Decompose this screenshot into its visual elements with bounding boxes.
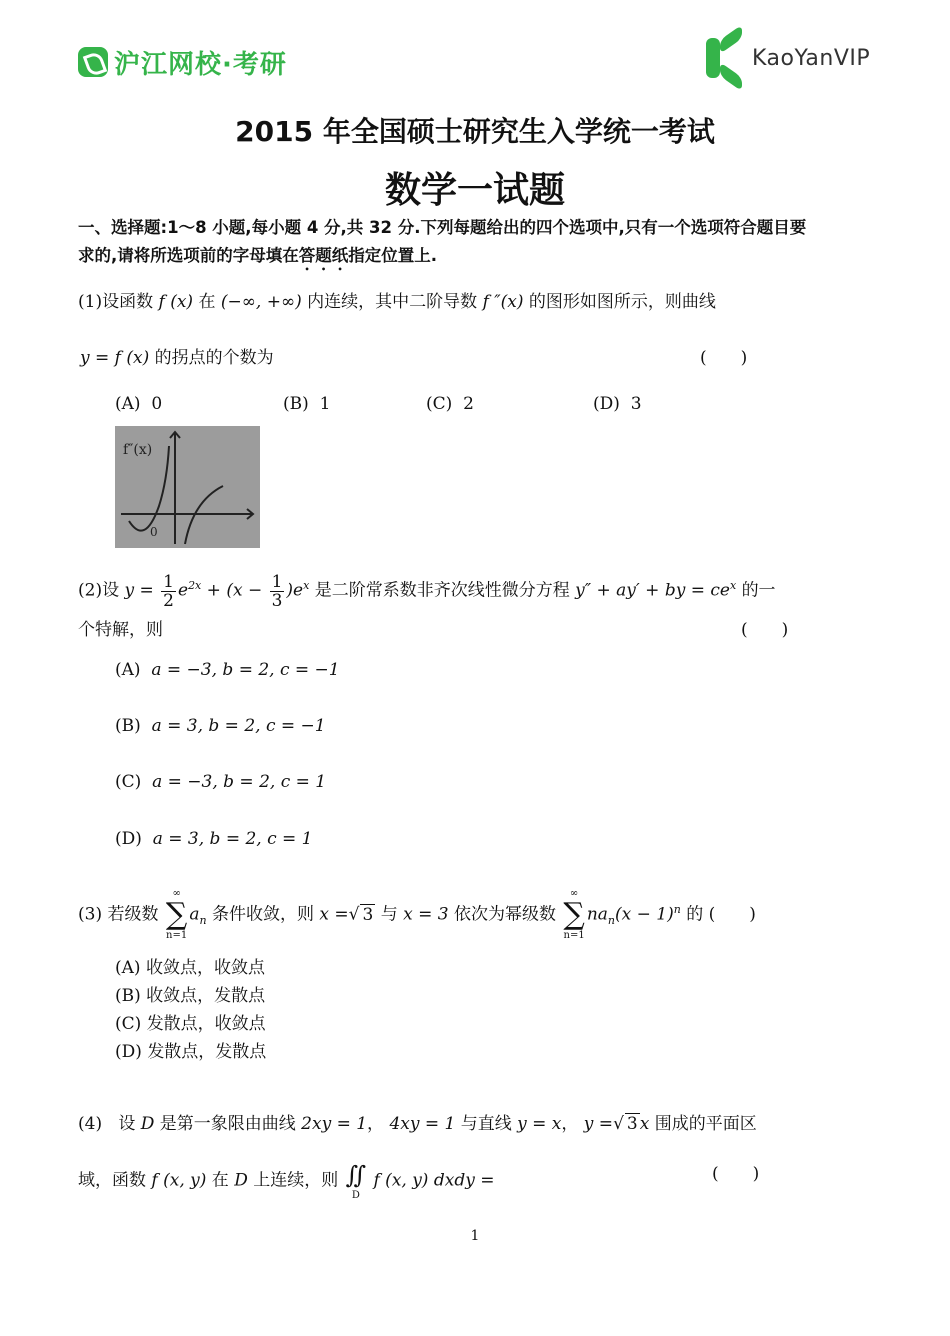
- q3-option-d: (D) 发散点，发散点: [115, 1042, 267, 1062]
- q1-option-c: (C) 2: [426, 394, 474, 414]
- graph-origin-label: 0: [150, 525, 158, 539]
- exam-title: 2015 年全国硕士研究生入学统一考试: [235, 115, 715, 148]
- section-line-1: 一、选择题:1～8 小题,每小题 4 分,共 32 分.下列每题给出的四个选项中,只有一个选项符合题目要: [78, 218, 807, 237]
- q1-option-b: (B) 1: [283, 394, 331, 414]
- section-line-2: 求的,请将所选项前的字母填在答题纸指定位置上.: [78, 246, 438, 265]
- fraction-one-half: $\frac{1}{2}$: [163, 571, 174, 611]
- kaoyanvip-logo: [706, 38, 870, 78]
- page-number: 1: [470, 1228, 480, 1244]
- hujiang-logo: [78, 42, 287, 82]
- q3-option-c: (C) 发散点，收敛点: [115, 1014, 266, 1034]
- exam-subtitle: 数学一试题: [384, 170, 565, 211]
- q4-answer-paren: ( ): [712, 1164, 760, 1184]
- q1-line-1: (1)设函数 f (x) 在 (−∞, +∞) 内连续，其中二阶导数 f ″(x) 的图形如图所示，则曲线: [78, 292, 716, 312]
- kaoyanvip-brand-text: KaoYanVIP: [752, 45, 871, 71]
- q2-line-1: (2)设 y = $\frac{1}{2}$ $e^{2x} + (x$ − $\frac{1}{3}$ )$e^x$ 是二阶常系数非齐次线性微分方程 y″ + ay′ + by = $ce^x$ 的一: [78, 571, 776, 611]
- q2-option-b: (B) a = 3, b = 2, c = −1: [115, 716, 326, 736]
- hujiang-brand-text: 沪江网校·考研: [114, 49, 287, 80]
- q2-option-c: (C) a = −3, b = 2, c = 1: [115, 772, 327, 792]
- q2-line-2: 个特解，则: [78, 620, 163, 640]
- series-sum-2: ∞ ∑ n=1: [563, 888, 585, 942]
- q3-answer-paren: ( ): [708, 904, 756, 925]
- q3-line-1: (3) 若级数 ∞ ∑ n=1 $a_n$ 条件收敛，则 x =√ 3 与 x = 3 依次为幂级数 ∞ ∑ n=1 $na_n(x - 1)^n$ 的 ( ): [78, 888, 756, 942]
- q3-option-b: (B) 收敛点，发散点: [115, 986, 266, 1006]
- q1-option-d: (D) 3: [593, 394, 642, 414]
- q1-line-2: y = f (x) 的拐点的个数为: [80, 348, 274, 368]
- q3-option-a: (A) 收敛点，收敛点: [115, 958, 265, 978]
- section-instructions: [78, 214, 878, 274]
- emphasis-answer-sheet: 答题纸: [298, 246, 349, 265]
- fraction-one-third: $\frac{1}{3}$: [271, 571, 283, 611]
- q1-option-a: (A) 0: [115, 394, 163, 414]
- q1-second-derivative-graph: [115, 426, 260, 548]
- series-sum-1: ∞ ∑ n=1: [165, 888, 188, 942]
- q1-answer-paren: ( ): [700, 348, 748, 368]
- graph-y-label: f″(x): [123, 442, 153, 458]
- q4-line-1: (4) 设 D 是第一象限由曲线 2xy = 1， 4xy = 1 与直线 y = x， y =√ 3 x 围成的平面区: [78, 1114, 757, 1134]
- leaf-icon: [78, 47, 108, 77]
- q4-line-2: 域，函数 f (x, y) 在 D 上连续，则 ∬ D f (x, y) dxdy =: [78, 1161, 495, 1201]
- q2-answer-paren: ( ): [741, 620, 789, 640]
- q2-option-a: (A) a = −3, b = 2, c = −1: [115, 660, 340, 680]
- k-logo-icon: [706, 38, 744, 78]
- graph-svg: [115, 426, 260, 548]
- double-integral: ∬ D: [345, 1161, 367, 1201]
- q2-option-d: (D) a = 3, b = 2, c = 1: [115, 829, 313, 849]
